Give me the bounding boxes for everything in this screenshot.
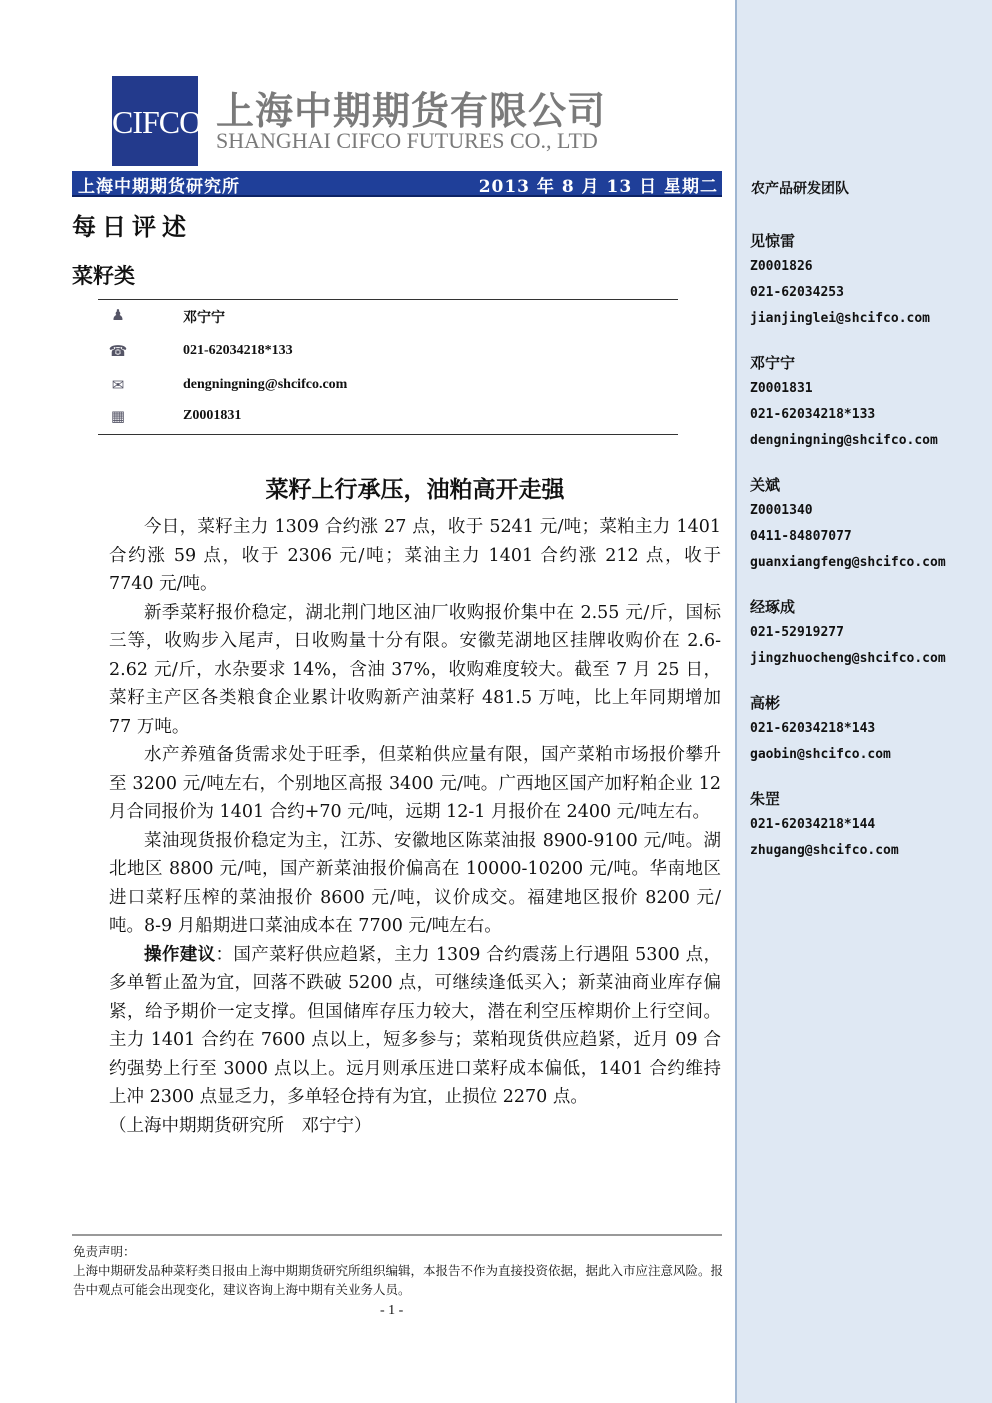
contact-name: 朱罡 [750, 790, 781, 808]
contact-email[interactable]: jianjinglei@shcifco.com [750, 311, 931, 326]
author-info-box [98, 299, 678, 435]
team-title: 农产品研发团队 [751, 181, 849, 197]
contact-card [750, 228, 986, 332]
contact-name: 见惊雷 [750, 232, 796, 250]
logo-text: CIFCO [112, 104, 202, 140]
contact-card [750, 594, 986, 672]
contact-phone: 021-62034218*133 [750, 407, 876, 422]
contact-email[interactable]: zhugang@shcifco.com [750, 843, 899, 858]
paragraph-oil: 菜油现货报价稳定为主，江苏、安徽地区陈菜油报 8900-9100 元/吨。湖北地区 8800 元/吨，国产新菜油报价偏高在 10000-10200 元/吨。华南地区进口菜籽压榨的菜油报价 8600 元/吨，议价成交。福建地区报价 8200 元/吨。8-9 月船期进口菜油成本在 7700 元/吨左右。 [109, 830, 721, 936]
report-date: 2013 年 8 月 13 日 星期二 [478, 177, 718, 197]
phone-icon: ☎ [108, 342, 128, 360]
contact-email[interactable]: jingzhuocheng@shcifco.com [750, 651, 946, 666]
contact-email[interactable]: guanxiangfeng@shcifco.com [750, 555, 946, 570]
contact-phone: 021-62034218*144 [750, 817, 876, 832]
id-card-icon: ▦ [110, 407, 126, 425]
contact-name: 高彬 [750, 694, 781, 712]
team-contacts [750, 228, 986, 882]
contact-card [750, 350, 986, 454]
article-body [109, 513, 721, 1140]
author-phone: 021-62034218*133 [183, 343, 293, 358]
contact-phone: 021-62034218*143 [750, 721, 876, 736]
paragraph-prices: 今日，菜籽主力 1309 合约涨 27 点，收于 5241 元/吨；菜粕主力 1401 合约涨 59 点，收于 2306 元/吨；菜油主力 1401 合约涨 212 点，收于 7740 元/吨。 [109, 517, 721, 594]
author-email[interactable]: dengningning@shcifco.com [183, 377, 348, 392]
header-bar [72, 171, 722, 197]
advice-colon: ： [215, 944, 234, 965]
section-title: 每日评述 [72, 212, 192, 241]
paragraph-meal: 水产养殖备货需求处于旺季，但菜粕供应量有限，国产菜粕市场报价攀升至 3200 元/吨左右，个别地区高报 3400 元/吨。广西地区国产加籽粕企业 12 月合同报价为 1401 合约+70 元/吨，远期 12-1 月报价在 2400 元/吨左右。 [109, 745, 721, 822]
team-sidebar [735, 0, 992, 1403]
company-name-cn: 上海中期期货有限公司 [216, 89, 607, 133]
contact-id: Z0001831 [750, 381, 813, 396]
page-number: - 1 - [380, 1303, 404, 1318]
contact-id: Z0001826 [750, 259, 813, 274]
advice-text: 国产菜籽供应趋紧，主力 1309 合约震荡上行遇阻 5300 点，多单暂止盈为宜，回落不跌破 5200 点，可继续逢低买入；新菜油商业库存偏紧，给予期价一定支撑。但国储库存压力较大，潜在利空压榨期价上行空间。主力 1401 合约在 7600 点以上，短多参与；菜粕现货供应趋紧，近月 09 合约强势上行至 3000 点以上。远月则承压进口菜籽成本偏低，1401 合约维持上冲 2300 点显乏力，多单轻仓持有为宜，止损位 2270 点。 [109, 944, 722, 1107]
contact-id: Z0001340 [750, 503, 813, 518]
contact-phone: 021-52919277 [750, 625, 844, 640]
disclaimer-label: 免责声明： [73, 1244, 136, 1259]
person-icon: ♟ [111, 306, 125, 324]
contact-name: 关斌 [750, 476, 781, 494]
author-name: 邓宁宁 [183, 311, 225, 326]
contact-name: 经琢成 [750, 598, 796, 616]
author-id: Z0001831 [183, 408, 242, 423]
article-title: 菜籽上行承压，油粕高开走强 [265, 476, 565, 503]
advice-label: 操作建议 [144, 944, 216, 965]
footer-divider [72, 1234, 722, 1236]
institute-name: 上海中期期货研究所 [78, 177, 240, 197]
contact-phone: 021-62034253 [750, 285, 844, 300]
contact-email[interactable]: gaobin@shcifco.com [750, 747, 891, 762]
contact-name: 邓宁宁 [750, 354, 796, 372]
contact-phone: 0411-84807077 [750, 529, 852, 544]
contact-email[interactable]: dengningning@shcifco.com [750, 433, 938, 448]
contact-card [750, 786, 986, 864]
company-logo [112, 76, 202, 166]
category-title: 菜籽类 [72, 263, 135, 288]
disclaimer [73, 1242, 723, 1299]
paragraph-advice [109, 941, 721, 1112]
paragraph-rapeseed: 新季菜籽报价稳定，湖北荆门地区油厂收购报价集中在 2.55 元/斤，国标三等，收购步入尾声，日收购量十分有限。安徽芜湖地区挂牌收购价在 2.6-2.62 元/斤，水杂要求 14%，含油 37%，收购难度较大。截至 7 月 25 日，菜籽主产区各类粮食企业累计收购新产油菜籽 481.5 万吨，比上年同期增加 77 万吨。 [109, 602, 721, 737]
article-signature: （上海中期期货研究所 邓宁宁） [109, 1115, 372, 1136]
contact-card [750, 690, 986, 768]
disclaimer-text: 上海中期研发品种菜籽类日报由上海中期期货研究所组织编辑，本报告不作为直接投资依据，据此入市应注意风险。报告中观点可能会出现变化，建议咨询上海中期有关业务人员。 [73, 1263, 724, 1297]
company-name-en: SHANGHAI CIFCO FUTURES CO., LTD [216, 128, 598, 153]
contact-card [750, 472, 986, 576]
email-icon: ✉ [111, 376, 125, 394]
